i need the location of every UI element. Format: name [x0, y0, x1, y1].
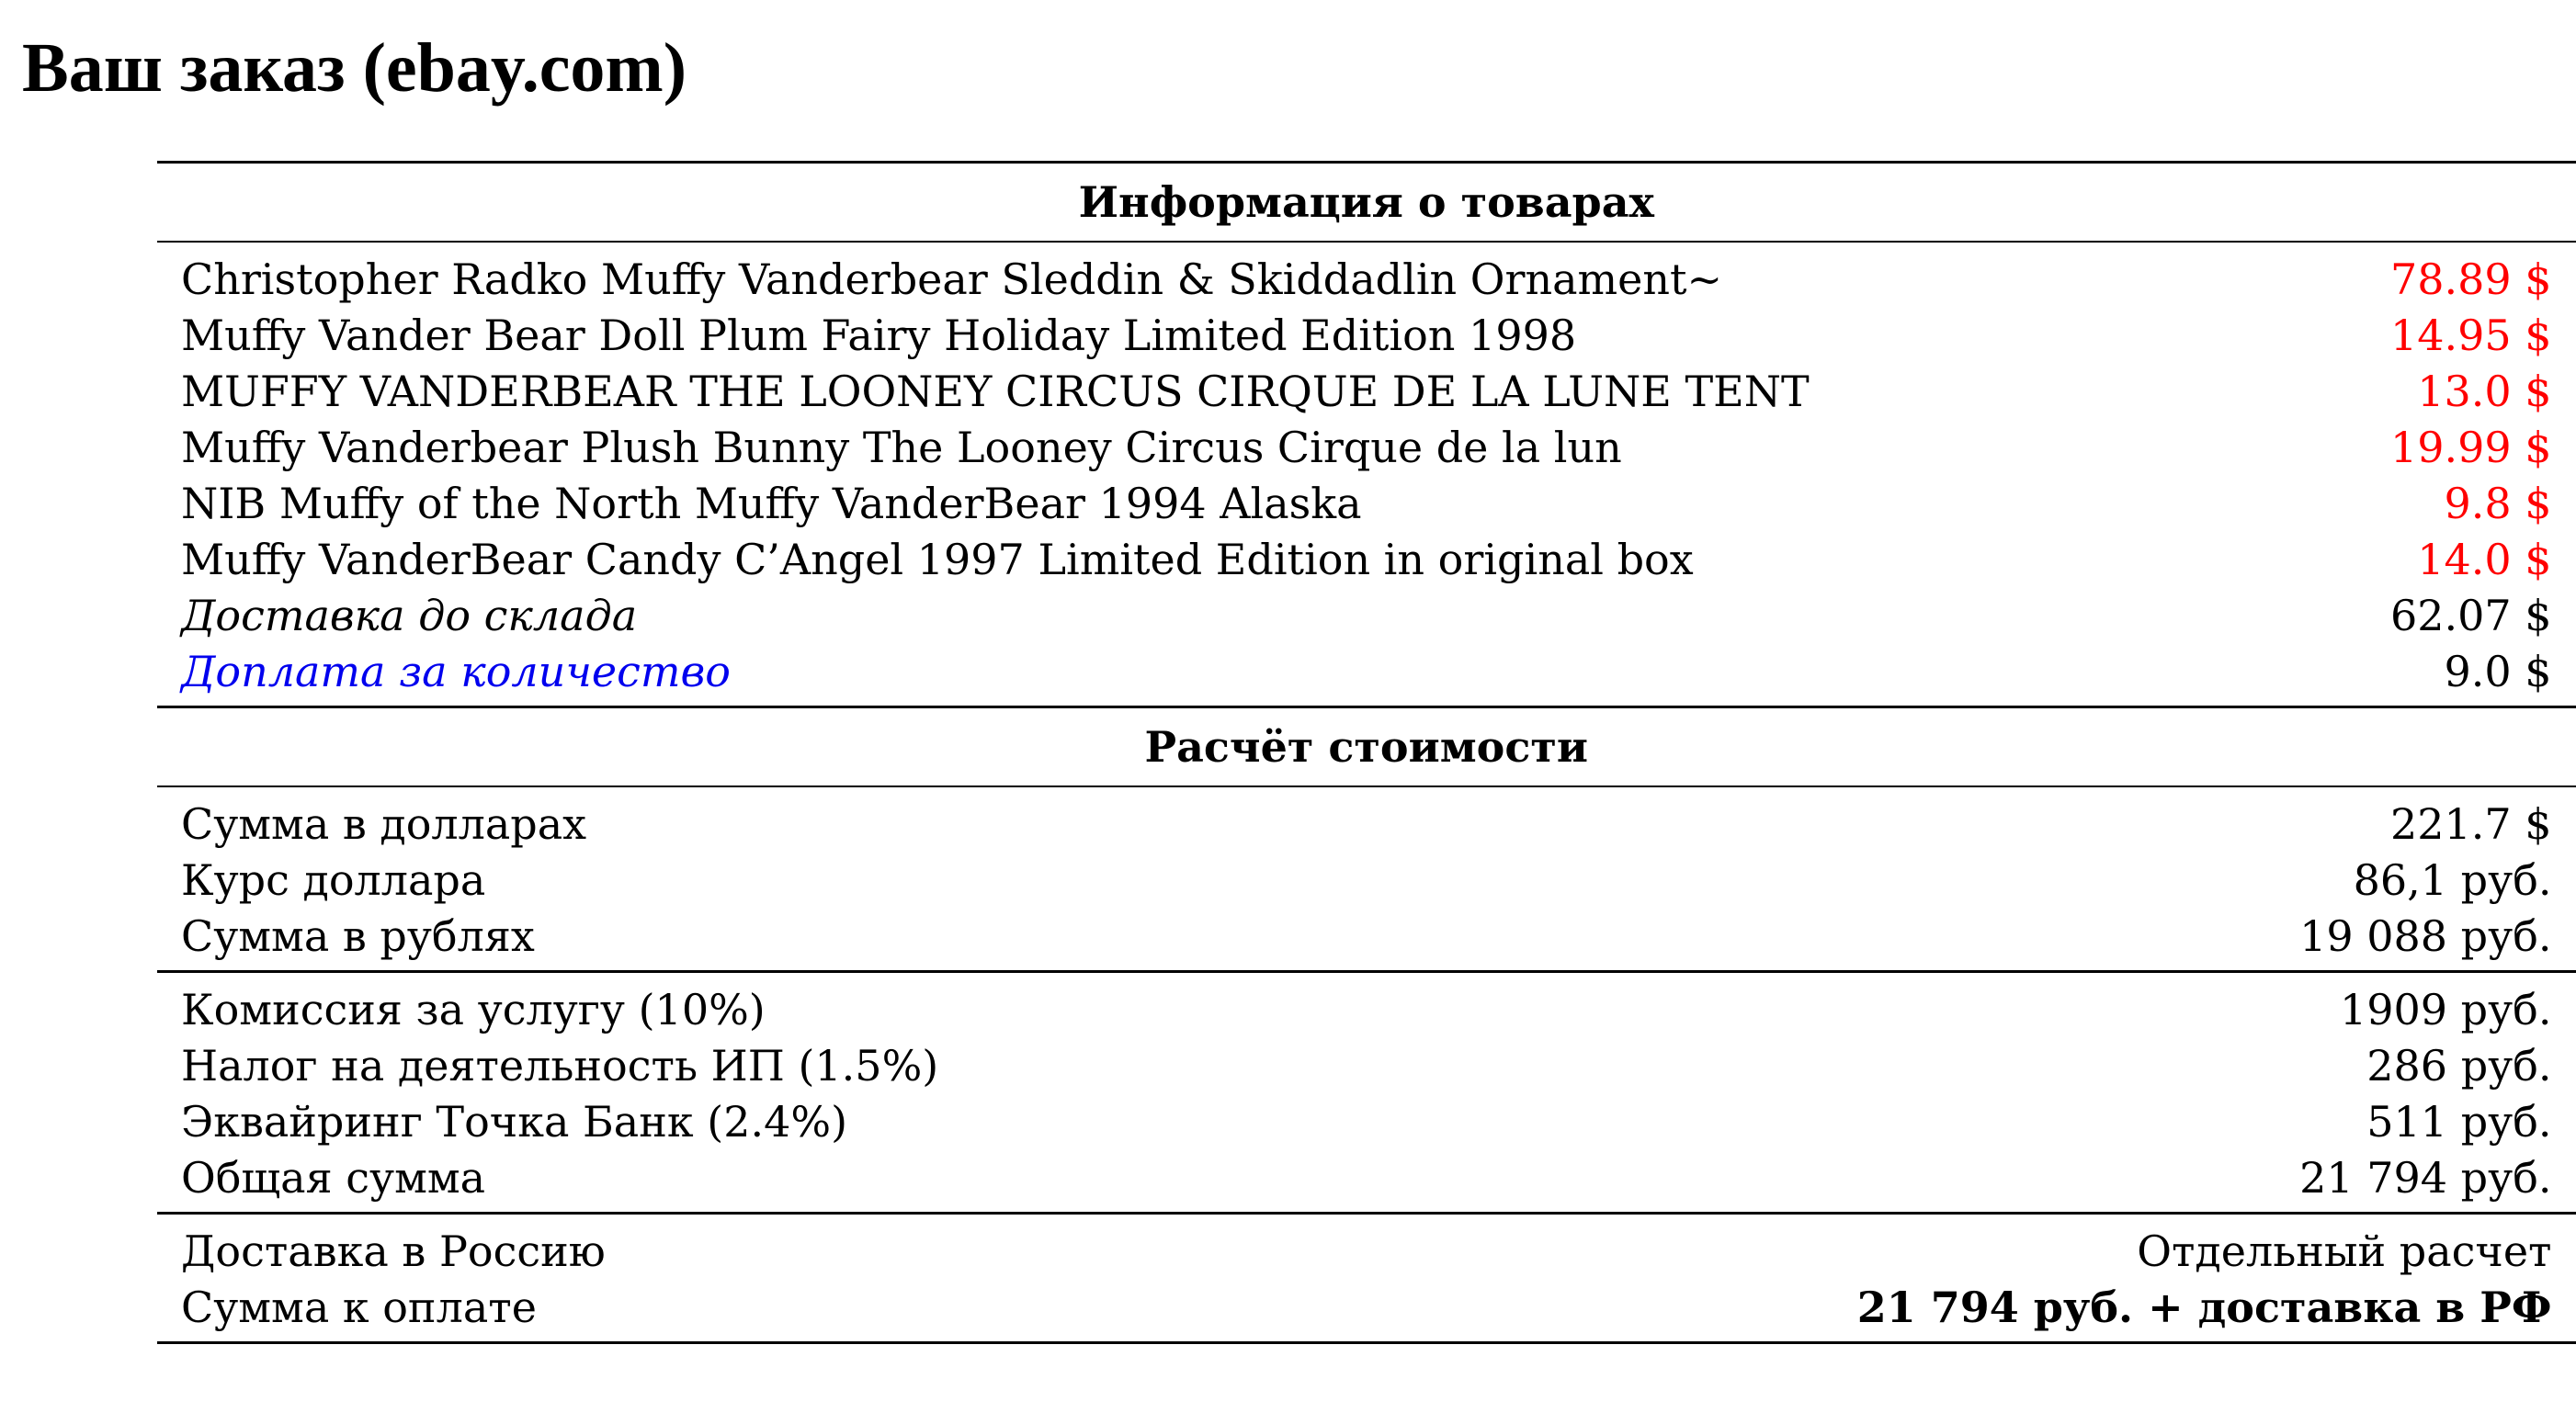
item-name: Muffy VanderBear Candy C’Angel 1997 Limited Edition in original box	[181, 535, 1694, 584]
sum-rub-label: Сумма в рублях	[181, 911, 535, 961]
rate-row	[157, 853, 2576, 909]
tax-row	[157, 1038, 2576, 1094]
rate-value: 86,1 руб.	[2353, 855, 2552, 905]
russia-delivery-label: Доставка в Россию	[181, 1226, 606, 1276]
sum-rub-value: 19 088 руб.	[2299, 911, 2552, 961]
quantity-surcharge-link[interactable]: Доплата за количество	[181, 647, 731, 696]
sum-usd-value: 221.7 $	[2389, 799, 2552, 849]
item-name: NIB Muffy of the North Muffy VanderBear 1994 Alaska	[181, 479, 1362, 528]
item-row	[157, 532, 2576, 588]
item-row	[157, 308, 2576, 364]
goods-section-header: Информация о товарах	[1078, 177, 1654, 227]
item-row	[157, 364, 2576, 420]
commission-row	[157, 972, 2576, 1039]
item-price: 13.0 $	[2417, 367, 2552, 416]
commission-label: Комиссия за услугу (10%)	[181, 985, 766, 1034]
item-name: Muffy Vanderbear Plush Bunny The Looney Circus Cirque de la lun	[181, 423, 1622, 472]
commission-value: 1909 руб.	[2339, 985, 2552, 1034]
warehouse-delivery-value: 62.07 $	[2389, 591, 2552, 640]
rate-label: Курс доллара	[181, 855, 486, 905]
goods-header-row	[157, 163, 2576, 243]
item-row	[157, 476, 2576, 532]
total-label: Общая сумма	[181, 1153, 486, 1203]
calc-header-row	[157, 707, 2576, 787]
total-row	[157, 1150, 2576, 1214]
tax-label: Налог на деятельность ИП (1.5%)	[181, 1041, 939, 1091]
sum-usd-label: Сумма в долларах	[181, 799, 587, 849]
acquiring-label: Эквайринг Точка Банк (2.4%)	[181, 1097, 848, 1147]
item-name: Muffy Vander Bear Doll Plum Fairy Holiday Limited Edition 1998	[181, 311, 1577, 360]
acquiring-row	[157, 1094, 2576, 1150]
russia-delivery-row	[157, 1214, 2576, 1281]
item-row	[157, 242, 2576, 308]
total-value: 21 794 руб.	[2299, 1153, 2552, 1203]
item-price: 19.99 $	[2389, 423, 2552, 472]
to-pay-row	[157, 1280, 2576, 1343]
warehouse-delivery-row	[157, 588, 2576, 644]
sum-rub-row	[157, 909, 2576, 972]
item-price: 14.95 $	[2389, 311, 2552, 360]
item-row	[157, 420, 2576, 476]
tax-value: 286 руб.	[2366, 1041, 2552, 1091]
quantity-surcharge-value: 9.0 $	[2444, 647, 2552, 696]
calc-section-header: Расчёт стоимости	[1144, 722, 1588, 772]
order-table	[157, 161, 2576, 1344]
sum-usd-row	[157, 786, 2576, 853]
item-price: 78.89 $	[2389, 254, 2552, 304]
page-title: Ваш заказ (ebay.com)	[22, 29, 687, 107]
quantity-surcharge-row	[157, 644, 2576, 707]
acquiring-value: 511 руб.	[2366, 1097, 2552, 1147]
russia-delivery-value: Отдельный расчет	[2137, 1226, 2552, 1276]
to-pay-label: Сумма к оплате	[181, 1283, 537, 1332]
item-price: 9.8 $	[2444, 479, 2552, 528]
item-name: MUFFY VANDERBEAR THE LOONEY CIRCUS CIRQUE DE LA LUNE TENT	[181, 367, 1810, 416]
item-price: 14.0 $	[2417, 535, 2552, 584]
warehouse-delivery-label: Доставка до склада	[181, 591, 638, 640]
to-pay-value: 21 794 руб. + доставка в РФ	[1856, 1283, 2552, 1332]
item-name: Christopher Radko Muffy Vanderbear Sleddin & Skiddadlin Ornament~	[181, 254, 1723, 304]
